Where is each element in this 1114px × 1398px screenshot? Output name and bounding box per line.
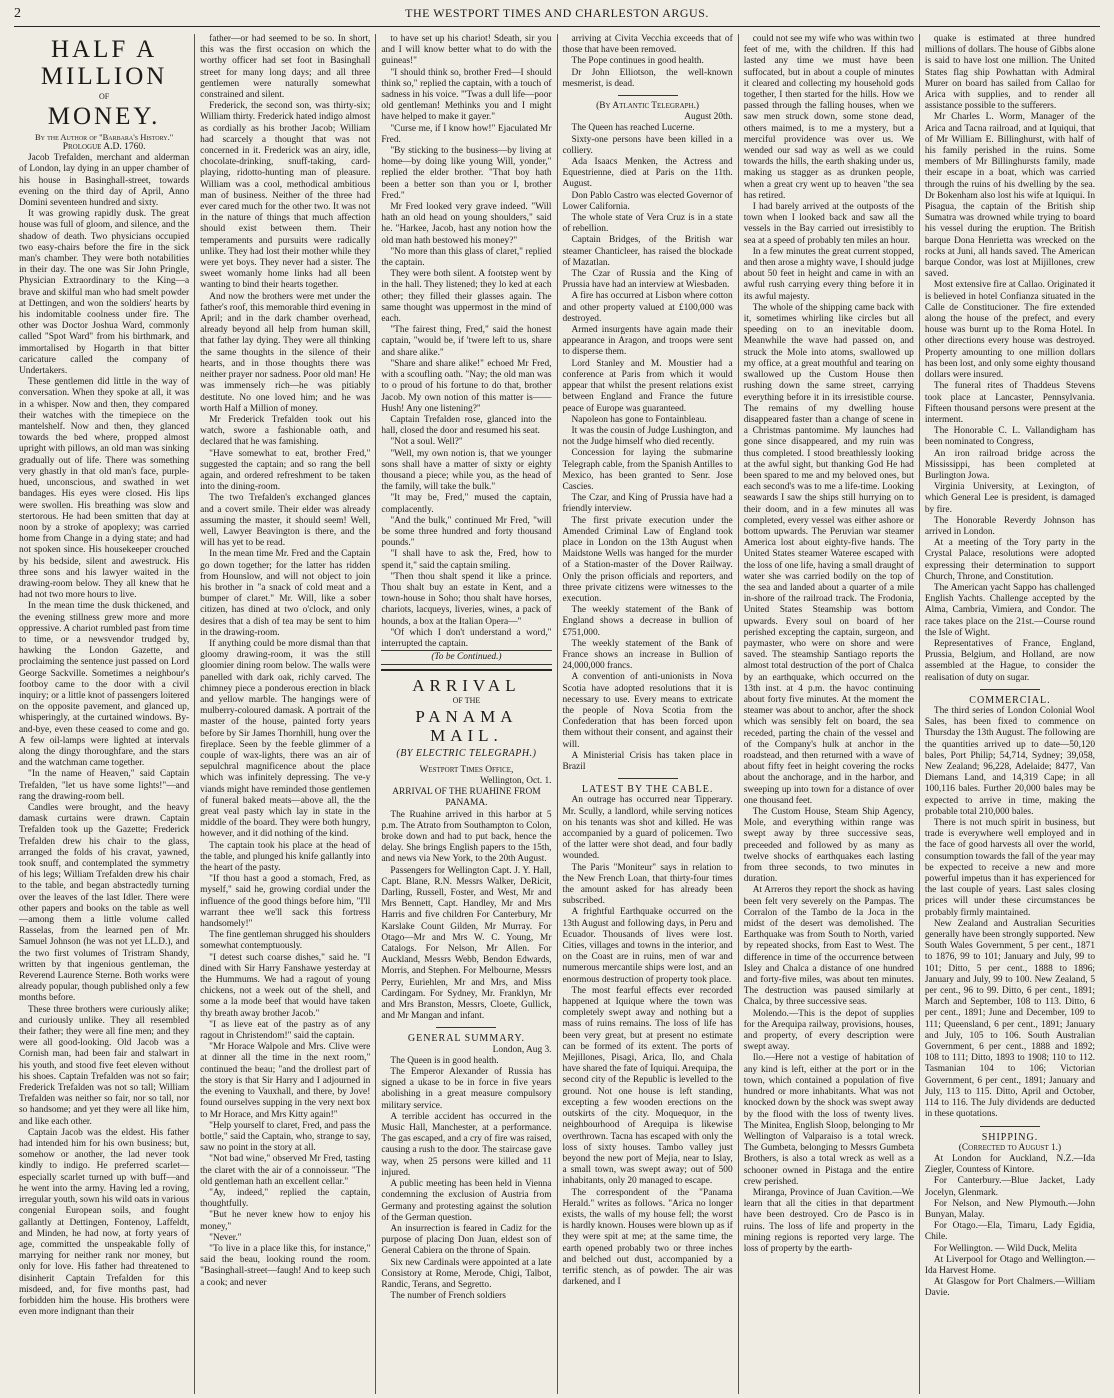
paragraph: The first private execution under the Amended Criminal Law of England took place in London on the 13th August when Maidstone Wells was hanged for the murder of a Station-master of the Dover Railway. Only the prison officials and reporters, and three private citizens were witnesses to the execution. <box>562 515 733 604</box>
atlantic-dateline: August 20th. <box>684 112 733 123</box>
paragraph: And now the brothers were met under the father's roof, this memorable third evening in April; and in the dark chamber overhead, already beyond all help from human skill, that father lay dying. They were all thinking the same thoughts in the silence of their hearts, and in those thoughts there was neither prayer nor sadness. Poor old man! He was immensely rich—he was pitiably destitute. No one loved him; and he was worth Half a Million of money. <box>200 291 371 414</box>
shipping-list <box>925 1154 1095 1300</box>
paragraph: "Share and share alike!" echoed Mr Fred, with a scoufling oath. "Nay; the old man was to o proud of his fortune to do that, brother Jacob. My own notion of this matter is——Hush! Any one listening?" <box>381 358 552 414</box>
serial-byline: By the Author of "Barbara's History." <box>34 132 174 142</box>
paragraph: Don Pablo Castro was elected Governor of Lower California. <box>562 190 733 212</box>
paragraph: A frightful Earthquake occurred on the 13th August and following days, in Peru and Ecuador. Thousands of lives were lost. Cities, villages and towns in the interior, and on the Coast are in ruins, men of war and numerous mercantile ships were lost, and an enormous destruction of property took place. <box>562 907 733 985</box>
paragraph: Concession for laying the submarine Telegraph cable, from the Spanish Antilles to Mexico, has been granted to Senr. Jose Cascies. <box>562 448 733 492</box>
page-header <box>14 6 1100 27</box>
paragraph: Mr Charles L. Worm, Manager of the Arica and Tacna railroad, and at Iquiqui, that of Mr William E. Billinghurst, with half of his family perished in the ruins. Some members of Mr Billinghursts family, made their escape in a boat, which was carried through the ruins of his dwelling by the sea. Dr Bokenham also lost his wife at Iquiqui. In Pisagua, the captain of the British ship Sumatra was drowned while trying to board his vessel during the eruption. The British barque Dona Henrietta was wrecked on the rocks at Juni, all hands saved. The American barque Condor, was lost at Mijillones, crew saved. <box>924 112 1096 280</box>
paragraph: The Ruahine arrived in this harbor at 5 p.m. The Atrato from Southampton to Colon, broke down and had to put back, hence the delay. She brings English papers to the 15th, and news via New York, to the 20th August. <box>381 809 552 865</box>
paragraph: "Have somewhat to eat, brother Fred," suggested the captain; and so rang the bell again, and ordered refreshment to be taken into the dining-room. <box>200 448 371 493</box>
paragraph: For Otago.—Ela, Timaru, Lady Egidia, Chile. <box>924 1221 1096 1243</box>
column-6 <box>919 34 1100 1394</box>
paragraph: "Ay, indeed," replied the captain, thoughtfully. <box>200 1187 371 1210</box>
paragraph: They were both silent. A footstep went by in the hall. They listened; they lo ked at each other; they filled their glasses again. The same thought was uppermost in the mind of each. <box>381 269 552 325</box>
paragraph: The captain took his place at the head of the table, and plunged his knife gallantly into the heart of the pasty. <box>200 840 371 874</box>
paragraph: "Never." <box>209 1232 242 1243</box>
cable-news <box>563 795 733 1288</box>
office-date: Wellington, Oct. 1. <box>480 775 552 786</box>
paragraph: to have set up his chariot! Sdeath, sir you and I will know better what to do with the guineas!" <box>381 34 552 67</box>
paragraph: arriving at Civita Vecchia exceeds that of those that have been removed. <box>562 34 733 56</box>
paragraph: Frederick, the second son, was thirty-six; William thirty. Frederick hated indigo almost as cordially as his brother Jacob; William had scarcely a thought that was not concerned in it. Frederick was an airy, idle, chocolate-drinking, snuff-taking, card-playing, ridotto-hunting man of pleasure. William was a cool, methodical ambitious man of business. Neither of the three had ever cared much for the other two. It was not in the nature of things that much affection should exist between them. Their temperaments and pursuits were radically unlike. They had lost their mother while they were yet boys. They never had a sister. The sweet womanly home links had all been wanting to bind their hearts together. <box>200 101 371 291</box>
paragraph: "To live in a place like this, for instance," said the beau, looking round the room. "Basinghall-street—faugh! And to keep such a cook; and never <box>200 1243 371 1288</box>
paragraph: Sixty-one persons have been killed in a colliery. <box>562 134 733 156</box>
paragraph: "I should think so, brother Fred—I should think so," replied the captain, with a touch of sadness in his voice. "'Twas a dull life—poor old gentleman! Methinks you and I might have helped to make it gayer." <box>381 67 552 123</box>
paragraph: A convention of anti-unionists in Nova Scotia have adopted resolutions that it is necessary to use. Every means to extricate the people of Nova Scotia from the Confederation that has been forced upon them without their consent, and against their will. <box>562 672 733 750</box>
paragraph: The Czar, and King of Prussia have had a friendly interview. <box>562 493 733 515</box>
shipping-sub: (Corrected to August 1.) <box>958 1142 1062 1153</box>
serial-title-of: OF <box>98 92 110 101</box>
paragraph: Captain Bridges, of the British war steamer Chanticleer, has raised the blockade of Mazatlan. <box>562 235 733 268</box>
paragraph: At Glasgow for Port Chalmers.—William Davie. <box>924 1277 1096 1299</box>
atlantic-subhead: (By Atlantic Telegraph.) <box>596 101 700 112</box>
paragraph: The Emperor Alexander of Russia has signed a ukase to be in force in five years abolishing in a great measure compulsory military service. <box>381 1067 552 1111</box>
news-a <box>563 34 733 90</box>
paragraph: The weekly statement of the Bank of England shows a decrease in bullion of £751,000. <box>562 605 733 638</box>
paragraph: quake is estimated at three hundred millions of dollars. The house of Gibbs alone is said to have lost one million. The United States flag ship Powhattan with Admiral Murer on board has sailed from Callao for Arica with supplies, and to render all assistance possible to the sufferers. <box>924 34 1096 112</box>
paragraph: New Zealand and Australian Securities generally have been strongly supported. New South Wales Government, 5 per cent., 1871 to 1876, 99 to 101; January and July, 99 to 101; Ditto, 5 per cent., 1888 to 1896; January and July, 99 to 100. New Zealand, 5 per cent., 96 to 99. Ditto, 6 per cent., 1891; March and September, 108 to 113. Ditto, 6 per cent., 1891; June and December, 109 to 111; Queensland, 6 per cent., 1891; January and July, 105 to 106. South Australian Government, 6 per cent., 1888 and 1892; 108 to 111; Ditto, 1893 to 1908; 110 to 112. Tasmanian 104 to 106; Victorian Government, 6 per cent., 1891; January and July, 113 to 115. Ditto, April and October, 114 to 116. The July dividends are deducted in these quotations. <box>924 918 1096 1120</box>
paragraph: In a few minutes the great current stopped, and then arose a mighty wave, I should judge about 50 feet in height and came in with an awful rush carrying every thing before it in its awful majesty. <box>743 246 914 302</box>
paragraph: "But he never knew how to enjoy his money," <box>200 1210 371 1232</box>
paragraph: I had barely arrived at the outposts of the town when I looked back and saw all the vessels in the Bay carried out irresistibly to sea at a speed of probably ten miles an hour. <box>743 202 914 246</box>
paragraph: These gentlemen did little in the way of conversation. When they spoke at all, it was in a whisper. Now and then, they compared their watches with the timepiece on the mantelshelf. Now and then, they glanced towards the bed where, propped almost upright with pillows, an old man was sinking gradually out of life. There was something very ghastly in that old man's face, purple-hued, unconscious, and swathed in wet bandages. His eyes were closed. His lips were swollen. His breathing was slow and stertorous. He had been smitten that day at noon by a stroke of apoplexy; was carried home from Change in a dying state; and had not spoken since. His housekeeper crouched by his bedside, silent and awestruck. His three sons and his lawyer waited in the drawing-room below. They all knew that he had not two more hours to live. <box>19 377 190 601</box>
paragraph: A terrible accident has occurred in the Music Hall, Manchester, at a performance. The gas escaped, and a cry of fire was raised, causing a rush to the door. The staircase gave way, when 25 persons were killed and 11 injured. <box>381 1111 552 1178</box>
paragraph: A public meeting has been held in Vienna condemning the exclusion of Austria from Germany and protesting against the solution of the German question. <box>381 1179 552 1223</box>
paragraph: "By sticking to the business—by living at home—by doing like young Will, yonder," replied the elder brother. "That boy hath been a better son than you or I, brother Fred." <box>381 146 552 201</box>
paragraph: The Queen has reached Lucerne. <box>571 123 695 134</box>
paragraph: For Wellington. — Wild Duck, Melita <box>933 1243 1077 1254</box>
ruahine-subhead: ARRIVAL OF THE RUAHINE FROM PANAMA. <box>392 787 541 809</box>
paragraph: "Not bad wine," observed Mr Fred, tasting the claret with the air of a connoisseur. "The old gentleman hath an excellent cellar." <box>200 1154 371 1187</box>
columns <box>14 34 1100 1394</box>
paragraph: Molendo.—This is the depot of supplies for the Arequipa railway, provisions, houses, and property, of every description were swept away. <box>743 1008 914 1053</box>
paragraph: Jacob Trefalden, merchant and alderman of London, lay dying in an upper chamber of his house in Basinghall-street, towards evening on the third day of April, Anno Domini seventeen hundred and sixty. <box>19 153 190 209</box>
paragraph: Mr Frederick Trefalden took out his watch, swore a fashionable oath, and declared that he was famishing. <box>200 414 371 448</box>
arrival-by: (BY ELECTRIC TELEGRAPH.) <box>396 747 537 759</box>
divider <box>436 1027 496 1028</box>
paragraph: The whole state of Vera Cruz is in a state of rebellion. <box>562 213 733 235</box>
paragraph: A Ministerial Crisis has taken place in Brazil <box>562 750 733 772</box>
arrival-title-2: PANAMA MAIL. <box>415 706 518 745</box>
paragraph: Captain Trefalden rose, glanced into the hall, closed the door and resumed his seat. <box>381 414 552 437</box>
commercial-news <box>925 706 1095 1121</box>
paragraph: "The fairest thing, Fred," said the honest captain, "would be, if 'twere left to us, share and share alike." <box>381 325 552 358</box>
paragraph: The American yacht Sappo has challenged English Yachts. Challenge accepted by the Alma, Cambria, Vimiera, and Condor. The race takes place on the 21st.—Course round the Isle of Wight. <box>924 582 1096 638</box>
serial-text-end <box>381 34 551 650</box>
paragraph: "Not a soul. Well?" <box>390 437 463 448</box>
paragraph: The number of French soldiers <box>390 1291 506 1302</box>
paragraph: The Pope continues in good health. <box>571 56 704 67</box>
column-5 <box>738 34 919 1394</box>
arrival-title: ARRIVAL <box>412 676 521 696</box>
paragraph: Virginia University, at Lexington, of which General Lee is president, is damaged by fire. <box>924 482 1096 515</box>
summary-title: GENERAL SUMMARY. <box>407 1033 525 1045</box>
column-4 <box>557 34 738 1394</box>
paragraph: could not see my wife who was within two feet of me, with the children. If this had lasted any time we must have been suffocated, but in about a couple of minutes it cleared and collecting my household gods together, I then started for the hills. How we passed through the falling houses, when we saw men struck down, some stone dead, others maimed, is to me a mystery, but a merciful providence was over us. We wended our sad way as well as we could towards the hills, the earth shaking under us, making us stagger as as drunken people, when a great cry went up to heaven "the sea has retired. <box>743 34 914 201</box>
paragraph: "Then thou shalt spend it like a prince. Thou shalt buy an estate in Kent, and a town-house in Soho; thou shalt have horses, chariots, lacqueys, liveries, wines, a pack of hounds, a box at the Italian Opera—" <box>381 571 552 627</box>
paragraph: "I shall have to ask the, Fred, how to spend it," said the captain smiling. <box>381 549 552 571</box>
paragraph: "Mr Horace Walpole and Mrs. Clive were at dinner all the time in the next room," continued the beau; "and the drollest part of the story is that Sir Harry and I adjourned in the evening to Vauxhall, and there, by Jove! found ourselves supping in the very next box to Mr Horace, and Mrs Kitty again!" <box>200 1042 371 1120</box>
paragraph: The Queen is in good health. <box>390 1055 499 1066</box>
paragraph: Passengers for Wellington Capt. J. Y. Hall, Capt. Blane, R.N. Messrs Walker, DeRicit, Darling, Russell, Foster, and West, Mr and Mrs Bennett, Capt. Handley, Mr and Mrs Harris and five children For Canterbury, Mr Karslake Count Gilden, Mr Murray. For Otago—Mr and Mrs W. C. Young, Mr Catalogs. For Nelson, Mr Allen. For Auckland, Messrs Webb, Bendon Edwards, Morris, and Stephen. For Melbourne, Messrs Perry, Euriehlen, Mr and Mrs, and Miss Cardingam. For Sydney, Mr. Franklyn, Mr and Mrs Branston, Messrs, Cloete, Gullick, and Mr Mangan and infant. <box>381 865 552 1022</box>
office-line: Westport Times Office, <box>419 764 514 775</box>
divider <box>980 689 1040 690</box>
serial-text <box>19 153 189 1318</box>
paragraph: In the mean time the dusk thickened, and the evening stillness grew more and more oppressive. A chariot rumbled past from time to time, or a newsvendor trudged by, hawking the London Gazette, and proclaiming the sentence just passed on Lord George Sackville. Sometimes a neighbour's footboy came to the door with a civil inquiry; or a little knot of passengers loitered on the opposite pavement, and glanced up, whisperingly, at the curtained windows. By-and-bye, even these ceased to come and go. A few oil-lamps were lighted at intervals along the dingy thoroughfare, and the stars and the watchman came together. <box>19 601 190 769</box>
paragraph: "In the name of Heaven," said Captain Trefalden, "let us have some lights!"—and rang the drawing-room bell. <box>19 769 190 802</box>
paragraph: Ilo.—Here not a vestige of habitation of any kind is left, either at the port or in the town, which contained a population of five hundred or more inhabitants. What was not knocked down by the shock was swept away by the flood with the loss of twenty lives. The Minitea, English Sloop, belonging to Mr Wellington of Valparaiso is a total wreck. The Gumbeta, belonging to Messrs Gumbeta Brothers, is also a total wreck as well as a schooner owned in Pistaga and the entire crew perished. <box>743 1053 914 1187</box>
page-number: 2 <box>14 6 22 21</box>
paragraph: It was growing rapidly dusk. The great house was full of gloom, and silence, and the shadow of death. Two physicians occupied two easy-chairs before the fire in the sick man's chamber. They were both notabilities in their day. The one was Sir John Pringle, Physician Extraordinary to the King—a brave and skilful man who had smelt powder at Dettingen, and won the soldiers' hearts by his indomitable coolness under fire. The other was Doctor Joshua Ward, commonly called "Spot Ward" from his birthmark, and immortalised by Hogarth in that bitter caricature called the company of Undertakers. <box>19 209 190 377</box>
paragraph: The third series of London Colonial Wool Sales, has been fixed to commence on Thursday the 13th August. The following are the quantities arrived up to date—50,120 bales, Port Philip; 54,714, Sydney; 39,058, New Zealand; 96,228, Adelaide; 8477, Van Diemans Land, and 14,319 Cape; in all 100,116 bales. Further 20,000 bales may be expected to arrive in time, making the probable total 210,000 bales. <box>924 705 1096 817</box>
serial-text-continued <box>200 34 370 1289</box>
paragraph: The Custom House, Steam Ship Agency, Mole, and everything within range was swept away by three successive seas, preceeded and followed by as many as twelve shocks of earthquakes each lasting from three seconds, to two minutes in duration. <box>743 807 914 885</box>
divider <box>980 1126 1040 1127</box>
paragraph: Six new Cardinals were appointed at a late Consistory at Rome, Merode, Chigi, Talbot, Randic, Terans, and Segretto. <box>381 1257 552 1290</box>
divider <box>618 95 678 96</box>
paragraph: These three brothers were curiously alike; and curiously unlike. They all resembled their father; they were all fine men; and they were all good-looking. Old Jacob was a Cornish man, had been fair and stalwart in his youth, and stood five feet eleven without his shoes. Captain Trefalden was not so fair; Frederick Trefalden was not so tall; William Trefalden was neither so fair, nor so tall, nor so handsome; and yet they were all like him, and like each other. <box>19 1004 190 1127</box>
paragraph: The Honorable C. L. Vallandigham has been nominated to Congress, <box>924 426 1096 448</box>
paragraph: For Canterbury.—Blue Jacket, Lady Jocelyn, Glenmark. <box>924 1176 1096 1198</box>
divider <box>618 778 678 779</box>
paragraph: Dr John Elliotson, the well-known mesmerist, is dead. <box>562 67 733 89</box>
paragraph: Representatives of France, England, Prussia, Belgium, and Holland, are now assembled at the Hague, to consider the realisation of duty on sugar. <box>924 638 1096 683</box>
paragraph: At Liverpool for Otago and Wellington.—Ida Harvest Home. <box>924 1254 1096 1276</box>
paragraph: The Czar of Russia and the King of Prussia have had an interview at Wiesbaden. <box>562 269 733 291</box>
panama-mail-heading <box>381 669 551 758</box>
paragraph: "It may be, Fred," mused the captain, complacently. <box>381 493 552 515</box>
paragraph: "If thou hast a good a stomach, Fred, as myself," said he, growing cordial under the influence of the good things before him, "I'll warrant thee we'll sack this fortress handsomely!" <box>200 874 371 930</box>
paragraph: "I as lieve eat of the pastry as of any ragout in Christendom!" said the captain. <box>200 1019 371 1042</box>
paragraph: Miranga, Province of Juan Cavition.—We learn that all the cities in that department have been destroyed. Cro de Pasco is in ruins. The loss of life and property in the mining regions is reported very large. The loss of property by the earth- <box>743 1187 914 1254</box>
paragraph: In the mean time Mr. Fred and the Captain go down together; for the latter has ridden from Hounslow, and will not object to join his brother in "a snack of cold meat and a bumper of claret." Mr. Will, like a sober citizen, has dined at two o'clock, and only desires that a dish of tea may be sent to him in the drawing-room. <box>200 549 371 638</box>
paragraph: There is not much spirit in business, but trade is everywhere well employed and in the face of good harvests all over the world, consumption towards the fall of the year may be expected to receive a new and more powerful impetus than it has experienced for the last couple of years. Last sales closing prices will under these circumstances be probably firmly maintained. <box>924 818 1096 918</box>
paragraph: The two Trefalden's exchanged glances and a covert smile. Their elder was already assuming the master, it should seem! Well, well, Lawyer Beavington is there, and the will has yet to be read. <box>200 493 371 549</box>
summary-news <box>381 1056 551 1302</box>
column-1 <box>14 34 194 1394</box>
newspaper-title: THE WESTPORT TIMES AND CHARLESTON ARGUS. <box>405 6 709 20</box>
paragraph: At Arreros they report the shock as having been felt very severely on the Pampas. The Corralon of the Tambo de la Joca in the midst of the desert was demolished. The Earthquake was from South to North, varied by repeated shocks, from East to West. The difference in time of the occurrence between Isley and Chalca a distance of one hundred and forty-five miles, was about ten minutes. The destruction was paused similarly at Chalca, by three successive seas. <box>743 885 914 1008</box>
paragraph: The fine gentleman shrugged his shoulders somewhat contemptuously. <box>200 930 371 952</box>
paragraph: The whole of the shipping came back with it, sometimes whirling like circles but all speeding on to an inevitable doom. Meanwhile the wave had passed on, and struck the Mole into atoms, swallowed up my office, at a great mouthful and tearing on swallowed up the Custom House then rushing down the same street, carrying everything before it in its irresistible course. The remains of my dwelling house disappeared faster than a change of scene in a Christmas pantomime. My launches had gone since disappeared, and my ruin was thus completed. I stood breathlessly looking at the awful sight, but thanking God He had been spared to me and my beloved ones, but each second's was to me a life-time. Looking seawards I saw the ships still hurrying on to their doom, and in a few minutes all was completed, every vessel was either ashore or bottom upwards. The Peruvian war steamer America lost about eighty-five hands. The United States steamer Wateree escaped with the loss of one life, having a small draught of water she was carried bodily on the top of the sea and landed about a quarter of a mile in-shore of the railroad track. The Frodonia, United States Steamship was bottom upwards. Every soul on board of her perished excepting the captain, surgeon, and paymaster, who were on shore and were saved. The steamship Santiago reports the almost total destruction of the port of Chalca by an earthquake, which occurred on the 13th inst. at 4 p.m. the havoc continuing about forty five minutes. At the moment the steamer was about to anchor, after the shock which was sensibly felt on board, the sea receded, parting the chain of the vessel and of the Company's hulk at anchor in the roadstead, and then returned with a wave of about fifty feet in height covering the rocks about the anchorage, and in the harbor, and sweeping up into town for a distance of over one thousand feet. <box>743 302 914 806</box>
news-continued <box>925 34 1095 684</box>
earthquake-report <box>744 34 914 1255</box>
summary-dateline: London, Aug 3. <box>492 1044 552 1055</box>
paragraph: Armed insurgents have again made their appearance in Aragon, and troops were sent to disperse them. <box>562 325 733 358</box>
cable-title: LATEST BY THE CABLE. <box>581 784 714 796</box>
paragraph: The weekly statement of the Bank of France shows an increase in Bullion of 24,000,000 francs. <box>562 638 733 672</box>
paragraph: It was the cousin of Judge Lushington, and not the Judge himself who died recently. <box>562 425 733 448</box>
serial-title-top: HALF A MILLION <box>40 36 168 90</box>
paragraph: "I detest such coarse dishes," said he. "I dined with Sir Harry Fanshawe yesterday at the Hummums. We had a ragout of young chickens, not a week out of the shell, and some a la mode beef that would have taken thy breath away brother Jacob." <box>200 952 371 1019</box>
paragraph: Lord Stanley and M. Moustier had a conference at Paris from which it would appear that whilst the present relations exist between England and France the future peace of Europe was guaranteed. <box>562 358 733 414</box>
paragraph: The Honorable Reverdy Johnson has arrived in London. <box>924 515 1096 537</box>
paragraph: The correspondent of the "Panama Herald." writes as follows. "Arica no longer exists, the walls of my house fell; the worst is hardly known. Houses were blown up as if they were spit at me; at the same time, the earth opened probably two or three inches and belched out dust, accompanied by a terrific stench, as of powder. The air was darkened, and I <box>562 1187 733 1288</box>
paragraph: Most extensive fire at Callao. Originated it is believed in hotel Confianza situated in the Calle de Constitucioner. The fire extended along the house of the prefect, and every house was burnt up to the Roma Hotel. In other directions every house was destroyed. Property amounting to one million dollars has been lost, and only some eighty thousand dollars were insured. <box>924 280 1096 381</box>
paragraph: Candles were brought, and the heavy damask curtains were drawn. Captain Trefalden took up the Gazette; Frederick Trefalden drew his chair to the glass, arranged the folds of his cravat, yawned, took snuff, and contemplated the symmetry of his legs; William Trefalden drew his chair to the table, and began abstractedly turning over the leaves of the last Idler. There were other papers and books on the table as well—among them a little volume called Rasselas, from the learned pen of Mr. Samuel Johnson (he was not yet LL.D.), and the two first volumes of Tristram Shandy, written by that ingenious gentleman, the Reverend Laurence Sterne. Both works were already popular, though published only a few months before. <box>19 802 190 1004</box>
ruahine-news <box>381 810 551 1023</box>
paragraph: The funeral rites of Thaddeus Stevens took place at Lancaster, Pennsylvania. Fifteen thousand persons were present at the interment. <box>924 381 1096 425</box>
paragraph: At a meeting of the Tory party in the Crystal Palace, resolutions were adopted expressing their determination to support Church, Throne, and Constitution. <box>924 538 1096 582</box>
paragraph: Napoleon has gone to Fontainbleau. <box>571 414 707 425</box>
paragraph: Mr Fred looked very grave indeed. "Will hath an old head on young shoulders," said he. "Harkee, Jacob, hast any notion how the old man hath bestowed his money?" <box>381 202 552 246</box>
paragraph: "Curse me, if I know how!" Ejaculated Mr Fred. <box>381 123 552 145</box>
paragraph: "Well, my own notion is, that we younger sons shall have a matter of sixty or eighty thousand a piece; while you, as the head of the family, will take the bulk." <box>381 448 552 493</box>
paragraph: If anything could be more dismal than that gloomy drawing-room, it was the still gloomier dining room below. The walls were panelled with dark oak, richly carved. The chimney piece a ponderous erection in black and yellow marble. The hangings were of mulberry-coloured damask. A portrait of the master of the house, painted forty years before by Sir James Thornhill, hung over the fireplace. Seen by the feeble glimmer of a couple of wax-lights, there was an air of sepulchral magnificence about the place which was infinitely depressing. The ve-y viands might have reminded those gentlemen of funeral baked meats—above all, the the great veal pasty which lay in state in the middle of the board. They were both hungry, however, and it did nothing of the kind. <box>200 638 371 840</box>
paragraph: "No more than this glass of claret," replied the captain. <box>381 246 552 269</box>
paragraph: The most fearful effects ever recorded happened at Iquique where the town was completely swept away and nothing but a mass of ruins remains. The loss of life has been very great, but at present no estimate can be formed of its extent. The ports of Mejillones, Pisagi, Arica, Ilo, and Chala have shared the fate of Iquiqui. Arequipa, the second city of the Republic is levelled to the ground. Not one house is left standing, excepting a few wooden erections on the outskirts of the city. Moquequor, in the neighbourhood of Arequipa is likewise overthrown. Tacna has escaped with only the loss of sixty houses. Tambo valley just beyond the new port of Mejia, near to Islay, a small town, was swept away; out of 500 inhabitants, only 20 managed to escape. <box>562 985 733 1187</box>
paragraph: At London for Auckland, N.Z.—Ida Ziegler, Countess of Kintore. <box>924 1153 1096 1176</box>
paragraph: Ada Isaacs Menken, the Actress and Equestrienne, died at Paris on the 11th. August. <box>562 157 733 190</box>
paragraph: An insurrection is feared in Cadiz for the purpose of placing Don Juan, eldest son of General Cabiera on the throne of Spain. <box>381 1223 552 1257</box>
paragraph: A fire has occurred at Lisbon where cotton and other property valued at £100,000 was destroyed. <box>562 291 733 324</box>
to-be-continued: (To be Continued.) <box>381 650 551 665</box>
commercial-title: COMMERCIAL. <box>969 694 1051 706</box>
paragraph: Captain Jacob was the eldest. His father had intended him for his own business; but, somehow or another, the lad never took kindly to indigo. He preferred scarlet—especially scarlet turned up with buff—and he went into the army. Having led a roving, irregular youth, sown his wild oats in various congenial European soils, and fought gallantly at Dettingen, Fontenoy, Laffeldt, and Minden, he had now, at forty years of age, committed the unspeakable folly of marrying for neither rank nor money, but only for love. His father had threatened to disinherit Captain Trefalden for this misdeed, and, for five months past, had forbidden him the house. His brothers were even more indignant than their <box>19 1127 190 1318</box>
paragraph: An outrage has occurred near Tipperary. Mr. Scully, a landlord, while serving notices on his tenants was shot and killed. He was accompanied by a guard of policemen. Two of the latter were shot dead, and four badly wounded. <box>562 795 733 862</box>
paragraph: father—or had seemed to be so. In short, this was the first occasion on which the worthy officer had set foot in Basinghall street for many long days; and all three gentlemen were naturally somewhat constrained and silent. <box>200 34 371 101</box>
paragraph: "Of which I don't understand a word," interrupted the captain. <box>381 627 552 649</box>
column-3 <box>375 34 556 1394</box>
paragraph: The Paris "Moniteur" says in relation to the New French Loan, that thirty-four times the amount asked for has already been subscribed. <box>562 862 733 907</box>
paragraph: "Help yourself to claret, Fred, and pass the bottle," said the Captain, who, strange to say, saw no point in the story at all. <box>200 1120 371 1154</box>
arrival-of: OF THE <box>452 696 481 706</box>
paragraph: "And the bulk," continued Mr Fred, "will be some three hundred and forty thousand pounds." <box>381 515 552 549</box>
atlantic-news <box>563 123 733 773</box>
serial-prologue: Prologue A.D. 1760. <box>62 142 146 152</box>
shipping-title: SHIPPING. <box>981 1131 1039 1143</box>
serial-title-bottom: MONEY. <box>47 103 161 130</box>
paragraph: An iron railroad bridge across the Mississippi, has been completed at Burlington Jowa. <box>924 448 1096 481</box>
paragraph: For Nelson, and New Plymouth.—John Bunyan, Malay. <box>924 1198 1096 1220</box>
column-2 <box>194 34 375 1394</box>
